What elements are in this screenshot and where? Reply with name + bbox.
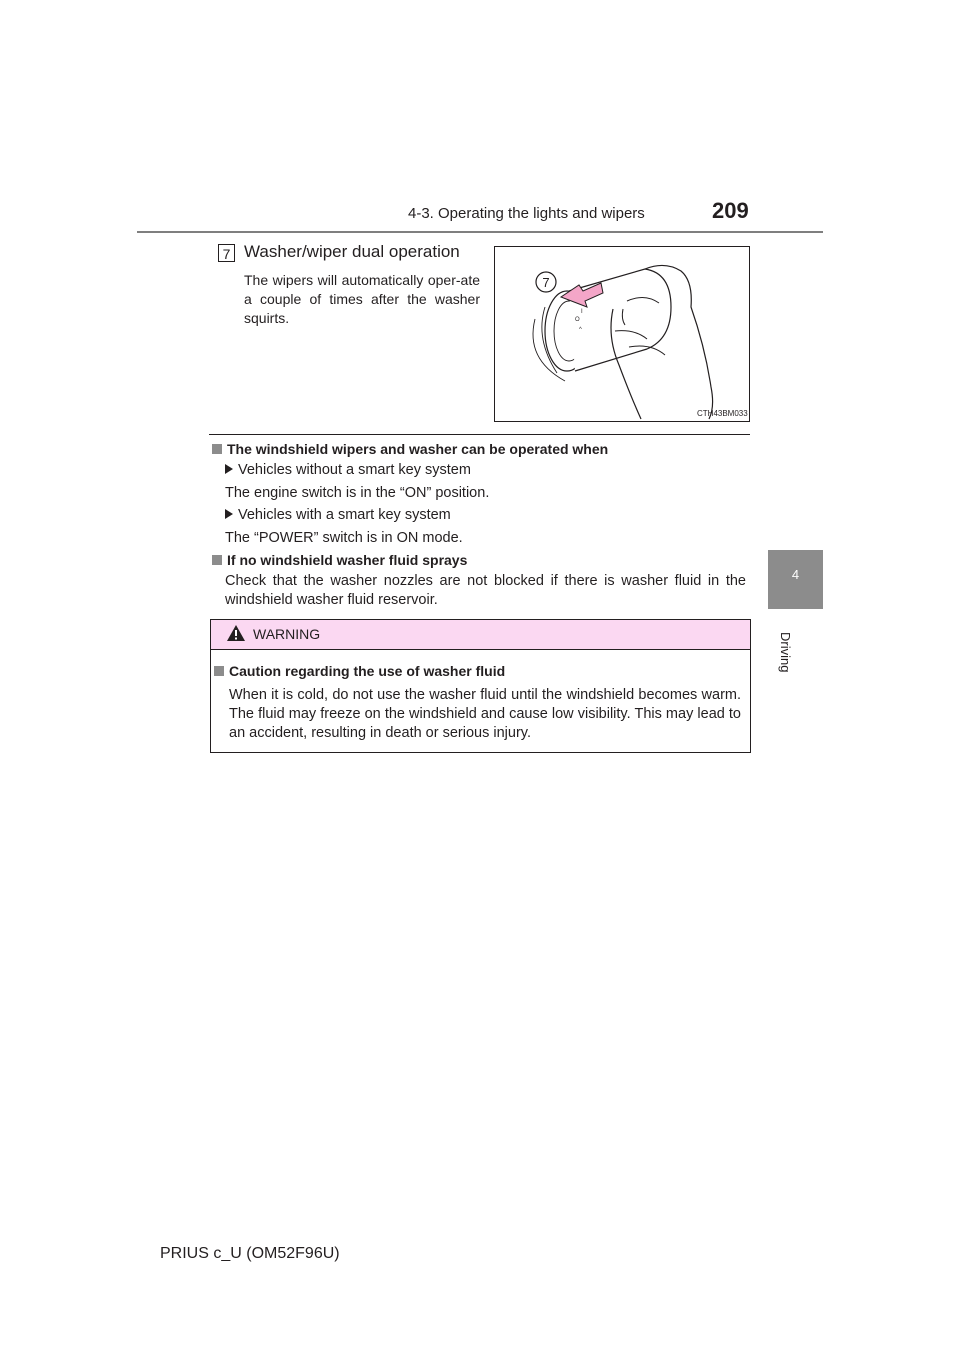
section2-text: Check that the washer nozzles are not blocked if there is washer fluid in the windshield washer fluid reservoir. xyxy=(225,573,746,608)
warning-label: WARNING xyxy=(253,626,321,642)
section1-text2: The “POWER” switch is in ON mode. xyxy=(225,530,463,546)
illustration-code: CTH43BM033 xyxy=(697,409,748,418)
warning-text: When it is cold, do not use the washer fluid until the windshield becomes warm. The fluid may freeze on the windshield and cause low visibility. This may lead to an accident, resulting in death or serious injury. xyxy=(229,687,741,741)
square-bullet-icon xyxy=(214,666,224,676)
section1-bullet1: Vehicles without a smart key system xyxy=(225,462,471,478)
header-divider xyxy=(137,231,823,233)
warning-triangle-icon xyxy=(226,624,246,647)
item-title: Washer/wiper dual operation xyxy=(244,242,460,261)
item-description: The wipers will automatically oper-ate a couple of times after the washer squirts. xyxy=(244,272,480,326)
hand-lever-drawing xyxy=(495,247,749,421)
triangle-bullet-icon xyxy=(225,464,233,474)
section1-bullet2: Vehicles with a smart key system xyxy=(225,507,451,523)
section2-heading: If no windshield washer fluid sprays xyxy=(212,552,467,568)
square-bullet-icon xyxy=(212,444,222,454)
section-divider xyxy=(209,434,750,435)
item-number-badge: 7 xyxy=(218,244,235,262)
square-bullet-icon xyxy=(212,555,222,565)
wiper-lever-illustration xyxy=(494,246,750,422)
chapter-tab-number: 4 xyxy=(791,567,800,582)
svg-text:O: O xyxy=(575,317,580,323)
chapter-tab-label: Driving xyxy=(778,632,793,673)
callout-number: 7 xyxy=(542,275,550,290)
footer-model-code: PRIUS c_U (OM52F96U) xyxy=(160,1245,340,1262)
section1-heading: The windshield wipers and washer can be operated when xyxy=(212,441,608,457)
svg-text:^: ^ xyxy=(579,327,582,333)
page-number: 209 xyxy=(712,198,749,223)
header-section-title: 4-3. Operating the lights and wipers xyxy=(408,205,645,222)
svg-text:I: I xyxy=(581,309,583,315)
triangle-bullet-icon xyxy=(225,509,233,519)
section1-text1: The engine switch is in the “ON” position. xyxy=(225,485,490,501)
warning-heading: Caution regarding the use of washer fluid xyxy=(214,663,505,679)
